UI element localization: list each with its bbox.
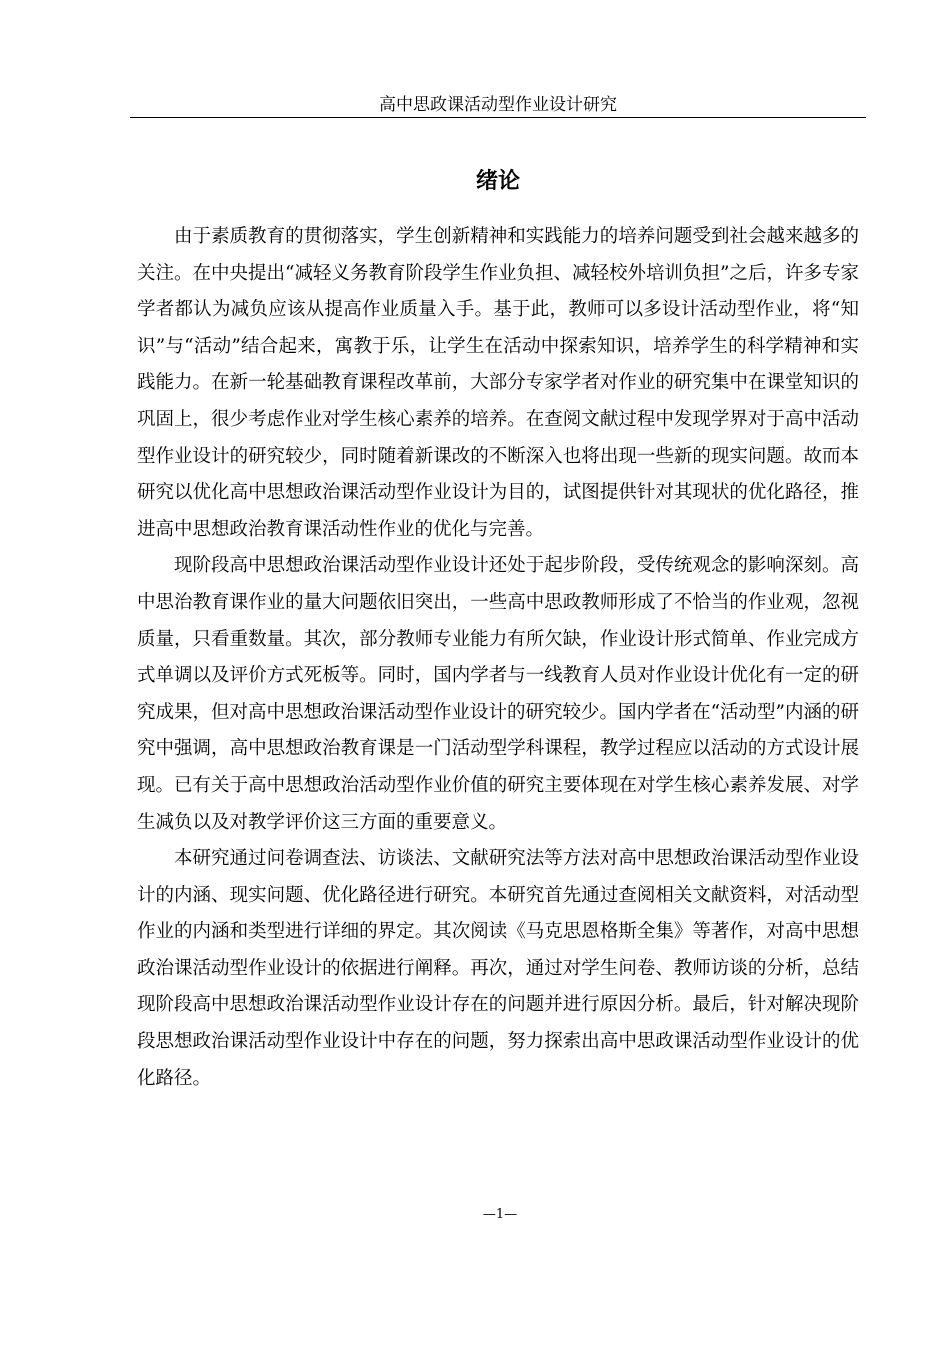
- running-header: 高中思政课活动型作业设计研究: [379, 95, 617, 115]
- header-divider: [130, 117, 866, 118]
- paragraph-3: 本研究通过问卷调查法、访谈法、文献研究法等方法对高中思想政治课活动型作业设计的内涵、现实问题、优化路径进行研究。本研究首先通过查阅相关文献资料，对活动型作业的内涵和类型进行详细的界定。其次阅读《马克思恩格斯全集》等著作，对高中思想政治课活动型作业设计的依据进行阐释。再次，通过对学生问卷、教师访谈的分析，总结现阶段高中思想政治课活动型作业设计存在的问题并进行原因分析。最后，针对解决现阶段思想政治课活动型作业设计中存在的问题，努力探索出高中思政课活动型作业设计的优化路径。: [137, 848, 859, 1089]
- paragraph-1: 由于素质教育的贯彻落实，学生创新精神和实践能力的培养问题受到社会越来越多的关注。在中央提出“减轻义务教育阶段学生作业负担、减轻校外培训负担”之后，许多专家学者都认为减负应该从提高作业质量入手。基于此，教师可以多设计活动型作业，将“知识”与“活动”结合起来，寓教于乐，让学生在活动中探索知识，培养学生的科学精神和实践能力。在新一轮基础教育课程改革前，大部分专家学者对作业的研究集中在课堂知识的巩固上，很少考虑作业对学生核心素养的培养。在查阅文献过程中发现学界对于高中活动型作业设计的研究较少，同时随着新课改的不断深入也将出现一些新的现实问题。故而本研究以优化高中思想政治课活动型作业设计为目的，试图提供针对其现状的优化路径，推进高中思想政治教育课活动性作业的优化与完善。: [137, 226, 859, 540]
- body-text: [137, 219, 859, 1097]
- section-title: 绪论: [475, 169, 520, 194]
- page-number: —1—: [482, 1207, 518, 1222]
- paragraph-2: 现阶段高中思想政治课活动型作业设计还处于起步阶段，受传统观念的影响深刻。高中思治教育课作业的量大问题依旧突出，一些高中思政教师形成了不恰当的作业观，忽视质量，只看重数量。其次，部分教师专业能力有所欠缺，作业设计形式简单、作业完成方式单调以及评价方式死板等。同时，国内学者与一线教育人员对作业设计优化有一定的研究成果，但对高中思想政治课活动型作业设计的研究较少。国内学者在“活动型”内涵的研究中强调，高中思想政治教育课是一门活动型学科课程，教学过程应以活动的方式设计展现。已有关于高中思想政治活动型作业价值的研究主要体现在对学生核心素养发展、对学生减负以及对教学评价这三方面的重要意义。: [137, 555, 859, 833]
